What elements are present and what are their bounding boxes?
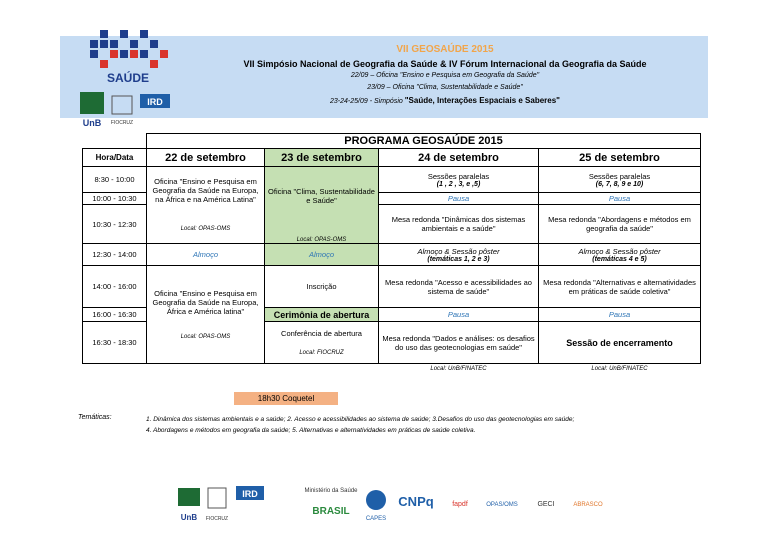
footer-logo-ird: IRD: [242, 489, 258, 499]
tematicas-line-2: 4. Abordagens e métodos em geografia da saúde; 5. Alternativas e alternatividades em práticas de saúde coletiva.: [146, 427, 476, 434]
d24-sessoes-nums: (1 , 2 , 3, e ,5): [436, 180, 481, 188]
d25-pausa-1: Pausa: [539, 193, 701, 205]
d24-sessoes-label: Sessões paralelas: [427, 171, 490, 181]
footer-logo-geci: GECI: [537, 501, 555, 508]
coquetel-badge: 18h30 Coquetel: [234, 392, 338, 405]
time-1600: 16:00 - 16:30: [83, 308, 147, 322]
d25-mesa-2: Mesa redonda "Alternativas e alternatividades em práticas de saúde coletiva": [539, 266, 701, 308]
d25-encerramento: Sessão de encerramento: [539, 322, 701, 364]
logo-ird-text: IRD: [147, 97, 163, 107]
d24-almoco: [379, 244, 539, 266]
footer-logo-brasil: BRASIL: [312, 506, 350, 517]
d24-mesa-2: Mesa redonda "Acesso e acessibilidades ao sistema de saúde": [379, 266, 539, 308]
col-hora: Hora/Data: [83, 149, 147, 167]
d23-oficina-text: Oficina "Clima, Sustentabilidade e Saúde": [268, 187, 375, 205]
time-1230: 12:30 - 14:00: [83, 244, 147, 266]
event-title: VII Simpósio Nacional de Geografia da Saúde & IV Fórum Internacional da Geografia da Saúde: [243, 59, 647, 69]
event-logo: [78, 10, 178, 130]
d24-mesa-1: Mesa redonda "Dinâmicas dos sistemas ambientais e a saúde": [379, 205, 539, 244]
tematicas-label: Temáticas:: [78, 414, 112, 421]
logo-unb-text: UnB: [82, 118, 102, 128]
time-1400: 14:00 - 16:00: [83, 266, 147, 308]
d23-inscricao: Inscrição: [265, 266, 379, 308]
d23-almoco: Almoço: [265, 244, 379, 266]
footer-logo-fiocruz: FIOCRUZ: [205, 516, 229, 522]
d24-pausa-1: Pausa: [379, 193, 539, 205]
time-0830: 8:30 - 10:00: [83, 167, 147, 193]
time-1630: 16:30 - 18:30: [83, 322, 147, 364]
d22-oficina-1-text: Oficina "Ensino e Pesquisa em Geografia da Saúde na Europa, na África e na América Latina": [152, 177, 259, 204]
d22-oficina-2: [147, 266, 265, 364]
d23-local-1: Local: OPAS-OMS: [296, 237, 347, 243]
d25-almoco-label: Almoço & Sessão pôster: [578, 246, 661, 256]
footer-logo-ministerio: Ministério da Saúde: [304, 488, 358, 494]
d25-mesa-1: Mesa redonda "Abordagens e métodos em geografia da saúde": [539, 205, 701, 244]
d22-local-1: Local: OPAS-OMS: [180, 226, 231, 232]
time-1000: 10:00 - 10:30: [83, 193, 147, 205]
d22-oficina-1: [147, 167, 265, 244]
header-line-3-prefix: 23-24-25/09 - Simpósio: [330, 98, 403, 105]
footer-logo-opas: OPAS/OMS: [486, 502, 518, 508]
d24-almoco-label: Almoço & Sessão pôster: [417, 246, 500, 256]
logo-saude-text: SAÚDE: [106, 71, 150, 85]
footer-logo-capes: CAPES: [365, 516, 387, 522]
header-line-3-bold: "Saúde, Interações Espaciais e Saberes": [404, 96, 560, 105]
d24-pausa-2: Pausa: [379, 308, 539, 322]
d25-sessoes-nums: (6, 7, 8, 9 e 10): [595, 180, 644, 188]
footer-logo-unb: UnB: [180, 513, 198, 522]
d23-cerimonia: Cerimônia de abertura: [265, 308, 379, 322]
tematicas-text: [146, 414, 706, 436]
d24-almoco-tem: (temáticas 1, 2 e 3): [427, 255, 490, 263]
time-1030: 10:30 - 12:30: [83, 205, 147, 244]
d25-pausa-2: Pausa: [539, 308, 701, 322]
day-22: 22 de setembro: [147, 149, 265, 167]
d23-conferencia: [265, 322, 379, 364]
header-line-3: [190, 96, 700, 105]
d23-oficina: [265, 167, 379, 244]
footer-logo-cnpq: CNPq: [398, 494, 434, 509]
header-line-2: 23/09 – Oficina "Clima, Sustentabilidade e Saúde": [367, 84, 523, 91]
day-25: 25 de setembro: [539, 149, 701, 167]
d25-almoco-tem: (temáticas 4 e 5): [592, 255, 647, 263]
d24-mesa-3: Mesa redonda "Dados e análises: os desafios do uso das geotecnologias em saúde": [379, 322, 539, 364]
d23-conferencia-text: Conferência de abertura: [281, 329, 362, 338]
header-line-1: 22/09 – Oficina "Ensino e Pesquisa em Geografia da Saúde": [350, 72, 540, 79]
day-24: 24 de setembro: [379, 149, 539, 167]
d22-local-2: Local: OPAS-OMS: [180, 334, 231, 340]
tematicas-line-1: 1. Dinâmica dos sistemas ambientais e a saúde; 2. Acesso e acessibilidades ao sistema de saúde; 3.Desafios do uso das geotecnologias em saúde;: [146, 416, 575, 423]
d24-local: Local: UnB/FINATEC: [430, 365, 487, 372]
logo-fiocruz-text: FIOCRUZ: [110, 120, 134, 126]
footer-logo-fapdf: fapdf: [452, 501, 468, 508]
d22-oficina-2-text: Oficina "Ensino e Pesquisa em Geografia da Saúde na Europa, África e América latina": [152, 289, 259, 316]
event-brand: VII GEOSAÚDE 2015: [396, 44, 494, 55]
footer-logo-abrasco: ABRASCO: [573, 502, 603, 508]
d24-sessoes: [379, 167, 539, 193]
program-table: [82, 133, 701, 374]
d22-almoco: Almoço: [147, 244, 265, 266]
d25-sessoes-label: Sessões paralelas: [588, 171, 651, 181]
day-23: 23 de setembro: [265, 149, 379, 167]
d25-sessoes: [539, 167, 701, 193]
d25-local: Local: UnB/FINATEC: [591, 365, 648, 372]
d25-almoco: [539, 244, 701, 266]
program-title: PROGRAMA GEOSAÚDE 2015: [147, 134, 701, 149]
footer-logos: [176, 482, 616, 526]
d23-local-2: Local: FIOCRUZ: [299, 350, 344, 356]
